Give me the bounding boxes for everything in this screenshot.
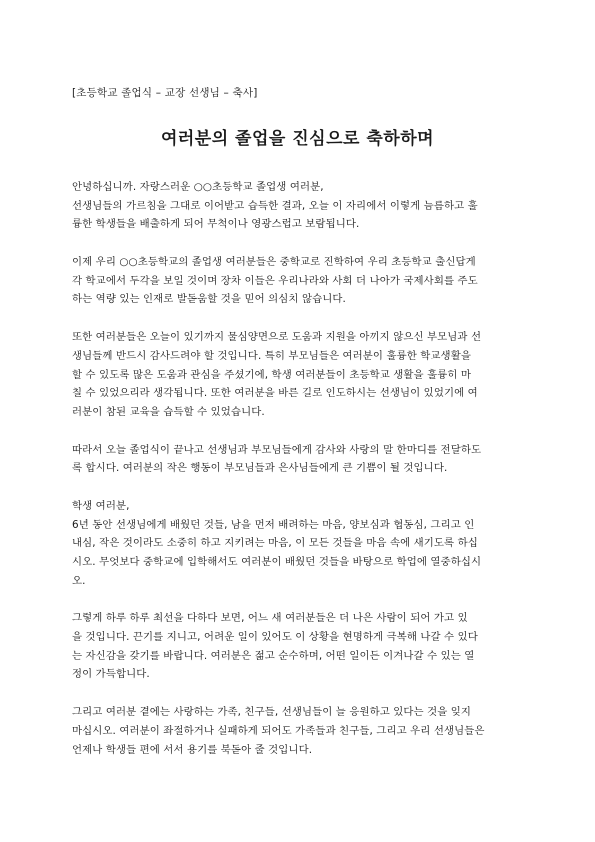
- text-line: 마십시오. 여러분이 좌절하거나 실패하게 되어도 가족들과 친구들, 그리고 우리 선생님들은: [72, 724, 485, 737]
- paragraph-gap: [72, 422, 524, 441]
- paragraph: [72, 441, 524, 478]
- paragraph-gap: [72, 309, 524, 328]
- paragraph: [72, 328, 524, 421]
- text-line: 시오. 무엇보다 중학교에 입학해서도 여러분이 배웠던 것들을 바탕으로 학업에 열중하십시: [72, 556, 482, 568]
- text-line: 각 학교에서 두각을 보일 것이며 장차 이들은 우리나라와 사회 더 나아가 국제사회를 주도: [72, 274, 478, 287]
- paragraph: [72, 703, 524, 759]
- document-body: [72, 178, 524, 759]
- text-line: 오.: [72, 574, 86, 587]
- document-title: 여러분의 졸업을 진심으로 축하하며: [160, 129, 435, 149]
- document-header: [초등학교 졸업식 – 교장 선생님 – 축사]: [72, 87, 258, 99]
- text-line: 칠 수 있었으리라 생각됩니다. 또한 여러분을 바른 길로 인도하시는 선생님이 있었기에 여: [72, 387, 478, 400]
- text-line: 학생 여러분,: [72, 499, 130, 512]
- text-line: 생님들께 반드시 감사드려야 할 것입니다. 특히 부모님들은 여러분이 훌륭한 학교생활을: [72, 349, 471, 362]
- paragraph: [72, 253, 524, 309]
- paragraph-gap: [72, 590, 524, 609]
- paragraph-gap: [72, 478, 524, 497]
- text-line: 하는 역량 있는 인재로 발돋움할 것을 믿어 의심치 않습니다.: [72, 293, 346, 306]
- text-line: 러분이 참된 교육을 습득할 수 있었습니다.: [72, 405, 265, 418]
- paragraph: [72, 497, 524, 590]
- text-line: 또한 여러분들은 오늘이 있기까지 물심양면으로 도움과 지원을 아끼지 않으신 부모님과 선: [72, 331, 482, 344]
- text-line: 이제 우리 ○○초등학교의 졸업생 여러분들은 중학교로 진학하여 우리 초등학교 출신답게: [72, 256, 476, 269]
- paragraph-gap: [72, 234, 524, 253]
- text-line: 언제나 학생들 편에 서서 용기를 북돋아 줄 것입니다.: [72, 743, 313, 756]
- text-line: 그렇게 하루 하루 최선을 다하다 보면, 어느 새 여러분들은 더 나은 사람이 되어 가고 있: [72, 612, 468, 625]
- paragraph: [72, 609, 524, 684]
- text-line: 는 자신감을 갖기를 바랍니다. 여러분은 젊고 순수하며, 어떤 일이든 이겨나갈 수 있는 열: [72, 649, 475, 662]
- text-line: 따라서 오늘 졸업식이 끝나고 선생님과 부모님들에게 감사와 사랑의 말 한마디를 전달하도: [72, 443, 482, 456]
- text-line: 안녕하십니까. 자랑스러운 ○○초등학교 졸업생 여러분,: [72, 181, 324, 193]
- text-line: 할 수 있도록 많은 도움과 관심을 주셨기에, 학생 여러분들이 초등학교 생활을 훌륭히 마: [72, 368, 472, 381]
- text-line: 그리고 여러분 곁에는 사랑하는 가족, 친구들, 선생님들이 늘 응원하고 있다는 것을 잊지: [72, 706, 472, 719]
- text-line: 을 것입니다. 끈기를 지니고, 어려운 일이 있어도 이 상황을 현명하게 극복해 나갈 수 있다: [72, 631, 478, 644]
- text-line: 6년 동안 선생님에게 배웠던 것들, 남을 먼저 배려하는 마음, 양보심과 협동심, 그리고 인: [72, 518, 475, 531]
- text-line: 내심, 작은 것이라도 소중히 하고 지키려는 마음, 이 모든 것들을 마음 속에 새기도록 하십: [72, 537, 478, 550]
- text-line: 륭한 학생들을 배출하게 되어 무척이나 영광스럽고 보람됩니다.: [72, 218, 360, 231]
- paragraph: [72, 178, 524, 234]
- text-line: 선생님들의 가르침을 그대로 이어받고 습득한 결과, 오늘 이 자리에서 이렇게 늠름하고 훌: [72, 199, 478, 212]
- paragraph-gap: [72, 684, 524, 703]
- text-line: 록 합시다. 여러분의 작은 행동이 부모님들과 은사님들에게 큰 기쁨이 될 것입니다.: [72, 462, 448, 475]
- text-line: 정이 가득합니다.: [72, 668, 150, 681]
